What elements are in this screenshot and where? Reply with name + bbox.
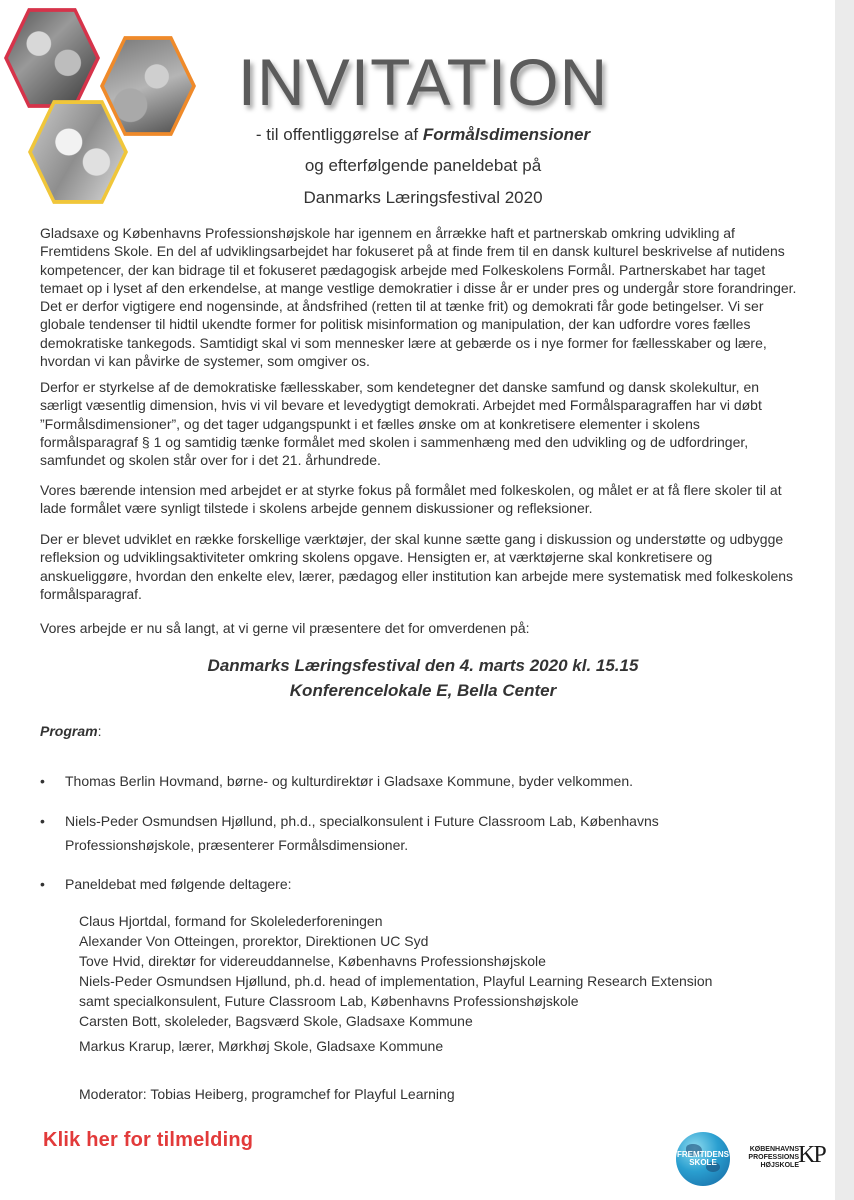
- panelist-item: Tove Hvid, direktør for videreuddannelse, Københavns Professionshøjskole: [79, 953, 546, 969]
- panelist-item: Niels-Peder Osmundsen Hjøllund, ph.d. head of implementation, Playful Learning Research Extension: [79, 973, 713, 989]
- event-location-line: Konferencelokale E, Bella Center: [289, 681, 557, 700]
- signup-link[interactable]: Klik her for tilmelding: [43, 1129, 254, 1151]
- body-paragraph-2: Derfor er styrkelse af de demokratiske fællesskaber, som kendetegner det danske samfund og dansk skolekultur, en særligt væsentlig dimension, hvis vi vil bevare et levedygtigt demokrati. Arbejdet med Formålsparagraffen har vi døbt ”Formålsdimensioner”, og det tager udgangspunkt i et fælles ønske om at konkretisere elementer i skolens formålsparagraf § 1 og samtidig tænke formålet med skolen i sammenhæng med den udvikling og de udfordringer, samfundet og skolen står over for i det 21. århundrede.: [40, 379, 762, 469]
- subtitle-line-2: og efterfølgende paneldebat på: [304, 156, 542, 175]
- moderator-line: Moderator: Tobias Heiberg, programchef for Playful Learning: [79, 1086, 455, 1102]
- page-title: INVITATION: [237, 45, 609, 119]
- invitation-page: INVITATION - til offentliggørelse af Formålsdimensioner og efterfølgende paneldebat på Danmarks Læringsfestival 2020 Gladsaxe og Københavns Professionshøjskole har igennem en årrække haft et partnerskab omkring udvikling af Fremtidens Skole. En del af udviklingsarbejdet har fokuseret på at finde frem til en dansk kulturel beskrivelse af nutidens kompetencer, der kan bidrage til et fokuseret pædagogisk arbejde med Folkeskolens Formål. Partnerskabet har taget temaet op i lyset af den erkendelse, at mange vestlige demokratier i disse år er under pres og undergår store forandringer. Det er derfor vigtigere end nogensinde, at åndsfrihed (retten til at tænke frit) og demokrati får gode betingelser. Vi ser globale tendenser til hidtil ukendte former for politisk misinformation og manipulation, der kan udfordre vores fælles demokratiske tankegods. Samtidigt skal vi som mennesker lære at gebærde os i nye former for fællesskaber og lære, hvordan vi kan påvirke de systemer, som omgiver os. Derfor er styrkelse af de demokratiske fællesskaber, som kendetegner det danske samfund og dansk skolekultur, en særligt væsentlig dimension, hvis vi vil bevare et levedygtigt demokrati. Arbejdet med Formålsparagraffen har vi døbt ”Formålsdimensioner”, og det tager udgangspunkt i et fælles ønske om at konkretisere elementer i skolens formålsparagraf § 1 og samtidig tænke formålet med skolen i sammenhæng med den udvikling og de udfordringer, samfundet og skolen står over for i det 21. århundrede. Vores bærende intension med arbejdet er at styrke fokus på formålet med folkeskolen, og målet er at få flere skoler til at lade formålet være synligt tilstede i skolens arbejde gennem diskussioner og refleksioner. Der er blevet udviklet en række forskellige værktøjer, der skal kunne sætte gang i diskussion og understøtte og udbygge refleksion og udviklingsaktiviteter omkring skolens opgave. Hensigten er, at værktøjerne skal konkretisere og anskueliggøre, hvordan den enkelte elev, lærer, pædagog eller institution kan arbejde mere systematisk med folkeskolens formålsparagraf. Vores arbejde er nu så langt, at vi gerne vil præsentere det for omverdenen på: Danmarks Læringsfestival den 4. marts 2020 kl. 15.15 Konferencelokale E, Bella Center Program: • Thomas Berlin Hovmand, børne- og kulturdirektør i Gladsaxe Kommune, byder velkommen. • Niels-Peder Osmundsen Hjøllund, ph.d., specialkonsulent i Future Classroom Lab, Københavns Professionshøjskole, præsenterer Formålsdimensioner. • Paneldebat med følgende deltagere: Claus Hjortdal, formand for Skolelederforeningen Alexander Von Otteingen, prorektor, Direktionen UC Syd Tove Hvid, direktør for videreuddannelse, Københavns Professionshøjskole Niels-Peder Osmundsen Hjøllund, ph.d. head of implementation, Playful Learning Research Extension samt specialkonsulent, Future Classroom Lab, Københavns Professionshøjskole Carsten Bott, skoleleder, Bagsværd Skole, Gladsaxe Kommune Markus Krarup, lærer, Mørkhøj Skole, Gladsaxe Kommune Moderator: Tobias Heiberg, programchef for Playful Learning Klik her for tilmelding FREMTIDENS SKOLE KØBENHAVNS PROFESSIONS HØJSKOLE KP: [0, 0, 835, 1200]
- body-paragraph-5: Vores arbejde er nu så langt, at vi gerne vil præsentere det for omverdenen på:: [40, 620, 530, 636]
- kp-logo-mark: KP: [798, 1142, 825, 1168]
- bullet-icon: •: [40, 773, 45, 789]
- program-heading: Program:: [40, 723, 102, 739]
- body-paragraph-1: Gladsaxe og Københavns Professionshøjskole har igennem en årrække haft et partnerskab omkring udvikling af Fremtidens Skole. En del af udviklingsarbejdet har fokuseret på at finde frem til en dansk kulturel beskrivelse af nutidens kompetencer, der kan bidrage til et fokuseret pædagogisk arbejde med Folkeskolens Formål. Partnerskabet har taget temaet op i lyset af den erkendelse, at mange vestlige demokratier i disse år er under pres og undergår store forandringer. Det er derfor vigtigere end nogensinde, at åndsfrihed (retten til at tænke frit) og demokrati får gode betingelser. Vi ser globale tendenser til hidtil ukendte former for politisk misinformation og manipulation, der kan udfordre vores fælles demokratiske tankegods. Samtidigt skal vi som mennesker lære at gebærde os i nye former for fællesskaber og lære, hvordan vi kan påvirke de systemer, som omgiver os.: [40, 225, 797, 370]
- body-paragraph-3: Vores bærende intension med arbejdet er at styrke fokus på formålet med folkeskolen, og målet er at få flere skoler til at lade formålet være synligt tilstede i skolens arbejde gennem diskussioner og refleksioner.: [40, 482, 782, 517]
- panelist-item: samt specialkonsulent, Future Classroom Lab, Københavns Professionshøjskole: [79, 993, 579, 1009]
- panelist-item: Claus Hjortdal, formand for Skolelederforeningen: [79, 913, 383, 929]
- panelist-item: Alexander Von Otteingen, prorektor, Direktionen UC Syd: [79, 933, 429, 949]
- fremtidens-skole-logo: FREMTIDENS SKOLE: [676, 1132, 730, 1186]
- bullet-icon: •: [40, 813, 45, 829]
- subtitle-line-3: Danmarks Læringsfestival 2020: [303, 188, 543, 207]
- bullet-icon: •: [40, 876, 45, 892]
- kp-logo-text: KØBENHAVNS PROFESSIONS HØJSKOLE: [748, 1146, 799, 1169]
- panelist-item: Markus Krarup, lærer, Mørkhøj Skole, Gladsaxe Kommune: [79, 1038, 444, 1054]
- body-paragraph-4: Der er blevet udviklet en række forskellige værktøjer, der skal kunne sætte gang i diskussion og understøtte og udbygge refleksion og udviklingsaktiviteter omkring skolens opgave. Hensigten er, at værktøjerne skal konkretisere og anskueliggøre, hvordan den enkelte elev, lærer, pædagog eller institution kan arbejde mere systematisk med folkeskolens formålsparagraf.: [40, 531, 794, 602]
- panelist-item: Carsten Bott, skoleleder, Bagsværd Skole, Gladsaxe Kommune: [79, 1013, 473, 1029]
- event-date-line: Danmarks Læringsfestival den 4. marts 2020 kl. 15.15: [207, 656, 639, 675]
- subtitle-line-1: - til offentliggørelse af Formålsdimensioner: [255, 125, 591, 144]
